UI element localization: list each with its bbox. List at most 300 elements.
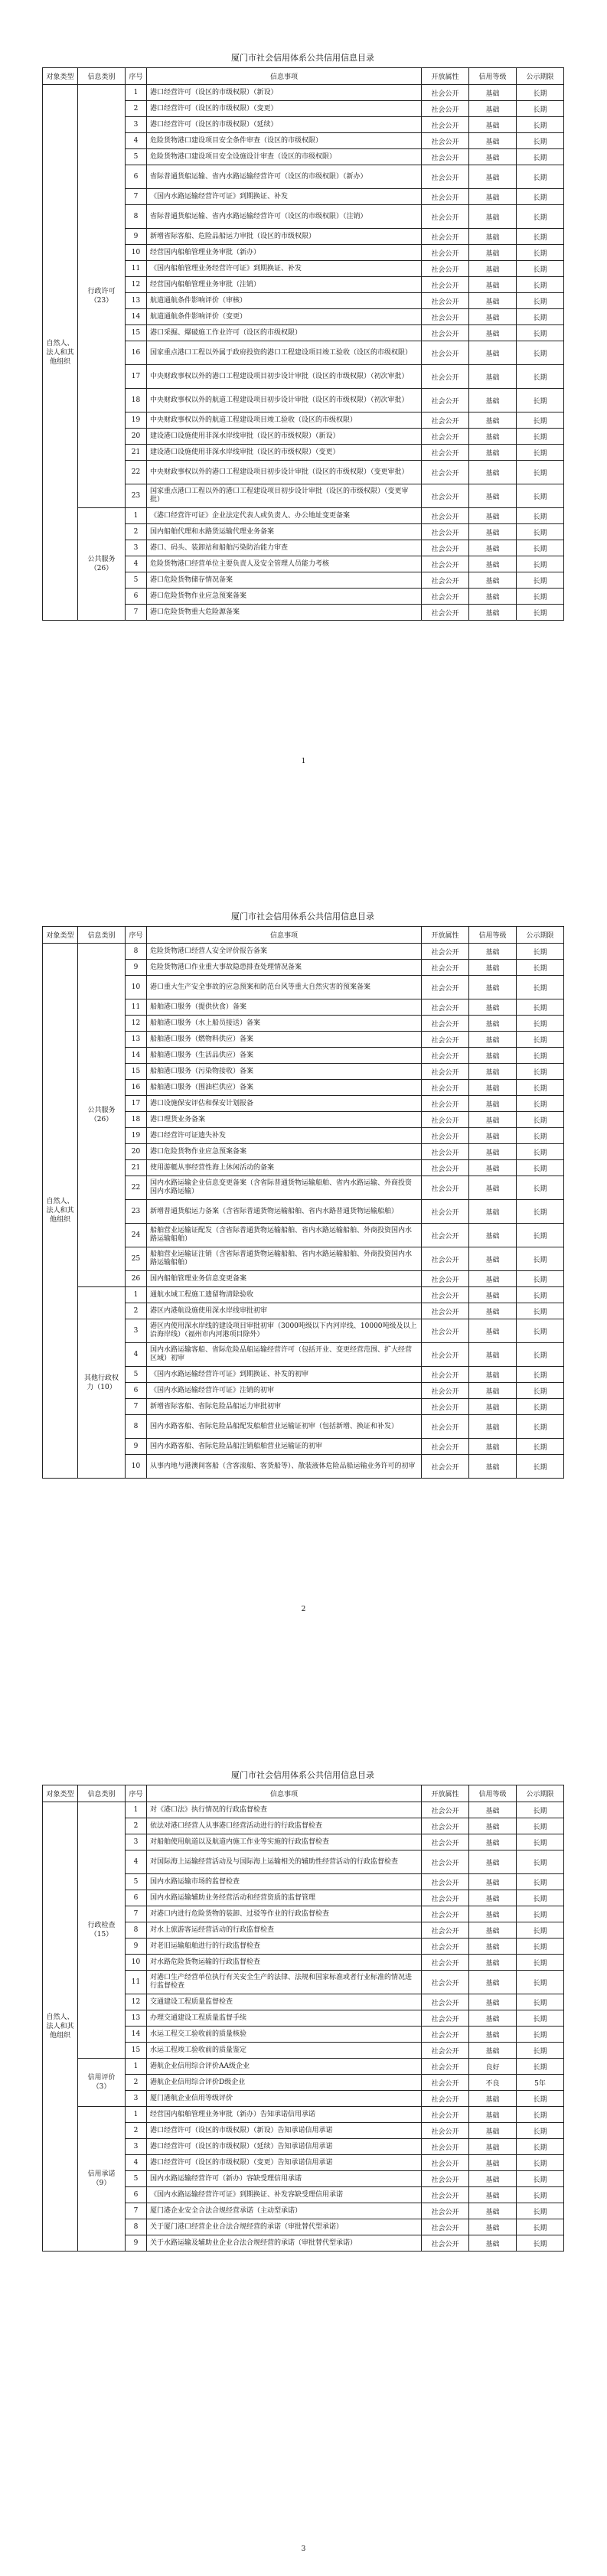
item-name: 国内水路运输经营许可（新办）容缺受理信用承诺	[147, 2171, 422, 2187]
item-name: 航道通航条件影响评价（变更）	[147, 309, 422, 325]
open-attribute: 社会公开	[422, 2043, 469, 2059]
page-number: 3	[301, 2545, 306, 2553]
open-attribute: 社会公开	[422, 245, 469, 261]
row-number: 3	[126, 540, 147, 556]
open-attribute: 社会公开	[422, 976, 469, 999]
credit-level: 良好	[469, 2059, 517, 2075]
publicity-period: 长期	[517, 2059, 564, 2075]
row-number: 7	[126, 189, 147, 205]
credit-level: 基础	[469, 2043, 517, 2059]
credit-level: 基础	[469, 2155, 517, 2171]
credit-level: 基础	[469, 524, 517, 540]
item-name: 航道通航条件影响评价（审核）	[147, 293, 422, 309]
page-content	[42, 1768, 563, 2252]
publicity-period: 长期	[517, 229, 564, 245]
open-attribute: 社会公开	[422, 1200, 469, 1224]
row-number: 11	[126, 261, 147, 277]
object-type-cell: 自然人、法人和其他组织	[43, 85, 78, 621]
object-type-cell: 自然人、法人和其他组织	[43, 944, 78, 1479]
credit-level: 基础	[469, 1399, 517, 1415]
publicity-period: 长期	[517, 445, 564, 461]
row-number: 3	[126, 2139, 147, 2155]
row-number: 7	[126, 2203, 147, 2219]
item-name: 港区内港航设施使用深水岸线审批初审	[147, 1303, 422, 1319]
publicity-period: 长期	[517, 1367, 564, 1383]
item-name: 船舶港口服务（围油栏供应）备案	[147, 1080, 422, 1096]
row-number: 14	[126, 309, 147, 325]
row-number: 5	[126, 1874, 147, 1890]
row-number: 2	[126, 1818, 147, 1834]
item-name: 《国内水路运输经营许可证》到期换证、补发容缺受理信用承诺	[147, 2187, 422, 2203]
publicity-period: 长期	[517, 1906, 564, 1922]
item-name: 办理交通建设工程质量监督手续	[147, 2010, 422, 2027]
open-attribute: 社会公开	[422, 2123, 469, 2139]
item-name: 船舶港口服务（水上船员接送）备案	[147, 1016, 422, 1032]
credit-level: 基础	[469, 117, 517, 133]
item-name: 国内水路客船、省际危险品船配发船舶营业运输证初审（包括新增、换证和补发）	[147, 1415, 422, 1439]
item-name: 港口危险货物重大危险源备案	[147, 605, 422, 621]
credit-level: 基础	[469, 165, 517, 189]
open-attribute: 社会公开	[422, 293, 469, 309]
row-number: 13	[126, 2010, 147, 2027]
open-attribute: 社会公开	[422, 1850, 469, 1874]
credit-level: 基础	[469, 1906, 517, 1922]
row-number: 1	[126, 1802, 147, 1818]
row-number: 26	[126, 1271, 147, 1287]
publicity-period: 长期	[517, 2107, 564, 2123]
page-number: 1	[301, 758, 306, 765]
row-number: 15	[126, 2043, 147, 2059]
publicity-period: 长期	[517, 2123, 564, 2139]
credit-level: 基础	[469, 540, 517, 556]
item-name: 经营国内船舶管理业务审批（新办）	[147, 245, 422, 261]
publicity-period: 长期	[517, 1802, 564, 1818]
column-header: 信息类别	[78, 68, 126, 85]
publicity-period: 长期	[517, 589, 564, 605]
column-header: 对象类型	[43, 927, 78, 944]
publicity-period: 长期	[517, 1271, 564, 1287]
row-number: 3	[126, 117, 147, 133]
credit-level: 基础	[469, 149, 517, 165]
item-name: 水运工程竣工验收前的质量鉴定	[147, 2043, 422, 2059]
publicity-period: 长期	[517, 999, 564, 1016]
item-name: 新增省际客船、危险品船运力审批（设区的市级权限）	[147, 229, 422, 245]
credit-level: 基础	[469, 1287, 517, 1303]
credit-level: 基础	[469, 1319, 517, 1343]
credit-level: 基础	[469, 1383, 517, 1399]
publicity-period: 长期	[517, 1834, 564, 1850]
row-number: 15	[126, 1064, 147, 1080]
credit-level: 基础	[469, 2027, 517, 2043]
open-attribute: 社会公开	[422, 1939, 469, 1955]
credit-level: 基础	[469, 1096, 517, 1112]
item-name: 中央财政事权以外的航道工程建设项目竣工验收（设区的市级权限）	[147, 412, 422, 429]
item-name: 厦门港航企业信用等级评价	[147, 2091, 422, 2107]
row-number: 12	[126, 277, 147, 293]
open-attribute: 社会公开	[422, 2091, 469, 2107]
item-name: 国内水路运输辅助业务经营活动和经营资质的监督管理	[147, 1890, 422, 1906]
publicity-period: 长期	[517, 85, 564, 101]
row-number: 23	[126, 1200, 147, 1224]
table-header-row	[43, 1785, 564, 1802]
open-attribute: 社会公开	[422, 1096, 469, 1112]
item-name: 对船舶使用航道以及航道内施工作业等实施的行政监督检查	[147, 1834, 422, 1850]
credit-level: 基础	[469, 1080, 517, 1096]
publicity-period: 长期	[517, 605, 564, 621]
item-name: 危险货物港口建设项目安全设施设计审查（设区的市级权限）	[147, 149, 422, 165]
item-name: 新增普通货船运力备案（含省际普通货物运输船舶、省内水路普通货物运输船舶）	[147, 1200, 422, 1224]
row-number: 22	[126, 461, 147, 484]
open-attribute: 社会公开	[422, 2219, 469, 2235]
credit-level: 基础	[469, 960, 517, 976]
row-number: 17	[126, 365, 147, 389]
item-name: 建设港口设施使用非深水岸线审批（设区的市级权限）（新设）	[147, 429, 422, 445]
column-header: 对象类型	[43, 1785, 78, 1802]
credit-level: 基础	[469, 85, 517, 101]
open-attribute: 社会公开	[422, 1247, 469, 1271]
credit-level: 基础	[469, 1834, 517, 1850]
open-attribute: 社会公开	[422, 999, 469, 1016]
column-header: 公示期限	[517, 68, 564, 85]
table-row	[43, 2107, 564, 2123]
credit-level: 基础	[469, 2187, 517, 2203]
credit-level: 基础	[469, 461, 517, 484]
item-name: 关于水路运输及辅助业企业合法合规经营的承诺（审批替代型承诺）	[147, 2235, 422, 2252]
credit-level: 基础	[469, 1850, 517, 1874]
publicity-period: 长期	[517, 261, 564, 277]
row-number: 20	[126, 429, 147, 445]
credit-level: 基础	[469, 1439, 517, 1455]
item-name: 对国际海上运输经营活动及与国际海上运输相关的辅助性经营活动的行政监督检查	[147, 1850, 422, 1874]
publicity-period: 长期	[517, 2027, 564, 2043]
category-cell: 信用承诺（9）	[78, 2107, 126, 2252]
open-attribute: 社会公开	[422, 461, 469, 484]
row-number: 6	[126, 165, 147, 189]
credit-level: 基础	[469, 1955, 517, 1971]
open-attribute: 社会公开	[422, 1128, 469, 1144]
credit-level: 基础	[469, 1818, 517, 1834]
credit-level: 基础	[469, 1016, 517, 1032]
table-row	[43, 2059, 564, 2075]
open-attribute: 社会公开	[422, 1955, 469, 1971]
publicity-period: 长期	[517, 1439, 564, 1455]
credit-level: 基础	[469, 2203, 517, 2219]
credit-level: 基础	[469, 1032, 517, 1048]
publicity-period: 长期	[517, 1032, 564, 1048]
item-name: 国内水路运输客船、省际危险品船运输经营许可（包括开业、变更经营范围、扩大经营区域）初审	[147, 1343, 422, 1367]
item-name: 《国内水路运输经营许可证》到期换证、补发的初审	[147, 1367, 422, 1383]
publicity-period: 长期	[517, 1144, 564, 1160]
row-number: 16	[126, 1080, 147, 1096]
column-header: 信息事项	[147, 1785, 422, 1802]
column-header: 序号	[126, 68, 147, 85]
row-number: 3	[126, 2091, 147, 2107]
item-name: 经营国内船舶管理业务审批（新办）告知承诺信用承诺	[147, 2107, 422, 2123]
page-number: 2	[301, 1606, 306, 1613]
publicity-period: 长期	[517, 1096, 564, 1112]
open-attribute: 社会公开	[422, 1160, 469, 1176]
row-number: 6	[126, 1383, 147, 1399]
row-number: 20	[126, 1144, 147, 1160]
category-cell: 其他行政权力（10）	[78, 1287, 126, 1479]
credit-level: 基础	[469, 2091, 517, 2107]
item-name: 对《港口法》执行情况的行政监督检查	[147, 1802, 422, 1818]
open-attribute: 社会公开	[422, 1994, 469, 2010]
row-number: 10	[126, 1455, 147, 1479]
item-name: 港口理货业务备案	[147, 1112, 422, 1128]
credit-level: 基础	[469, 2123, 517, 2139]
item-name: 港口经营许可（设区的市级权限）（变更）	[147, 101, 422, 117]
publicity-period: 长期	[517, 1112, 564, 1128]
publicity-period: 长期	[517, 1971, 564, 1994]
item-name: 船舶港口服务（提供伙食）备案	[147, 999, 422, 1016]
publicity-period: 长期	[517, 149, 564, 165]
credit-level: 基础	[469, 229, 517, 245]
open-attribute: 社会公开	[422, 1064, 469, 1080]
open-attribute: 社会公开	[422, 960, 469, 976]
row-number: 1	[126, 1287, 147, 1303]
open-attribute: 社会公开	[422, 944, 469, 960]
publicity-period: 长期	[517, 2171, 564, 2187]
item-name: 对水路危险货物运输的行政监督检查	[147, 1955, 422, 1971]
item-name: 港口经营许可（设区的市级权限）（延续）告知承诺信用承诺	[147, 2139, 422, 2155]
credit-level: 基础	[469, 2010, 517, 2027]
publicity-period: 长期	[517, 205, 564, 229]
open-attribute: 社会公开	[422, 1399, 469, 1415]
item-name: 从事内地与港澳间客船（含客滚船、客货船等）、散装液体危险品船运输业务许可的初审	[147, 1455, 422, 1479]
publicity-period: 长期	[517, 944, 564, 960]
open-attribute: 社会公开	[422, 189, 469, 205]
publicity-period: 长期	[517, 2155, 564, 2171]
column-header: 信息事项	[147, 927, 422, 944]
row-number: 8	[126, 2219, 147, 2235]
document-page	[0, 859, 607, 1717]
row-number: 10	[126, 976, 147, 999]
credit-level: 基础	[469, 1303, 517, 1319]
item-name: 水运工程交工验收前的质量核验	[147, 2027, 422, 2043]
row-number: 9	[126, 960, 147, 976]
credit-level: 基础	[469, 1971, 517, 1994]
publicity-period: 长期	[517, 540, 564, 556]
credit-level: 基础	[469, 261, 517, 277]
item-name: 船舶港口服务（燃物料供应）备案	[147, 1032, 422, 1048]
row-number: 9	[126, 1939, 147, 1955]
row-number: 10	[126, 245, 147, 261]
open-attribute: 社会公开	[422, 429, 469, 445]
row-number: 4	[126, 1343, 147, 1367]
open-attribute: 社会公开	[422, 1112, 469, 1128]
column-header: 信息事项	[147, 68, 422, 85]
publicity-period: 长期	[517, 325, 564, 341]
document-title: 厦门市社会信用体系公共信用信息目录	[231, 911, 374, 921]
publicity-period: 长期	[517, 976, 564, 999]
open-attribute: 社会公开	[422, 1906, 469, 1922]
open-attribute: 社会公开	[422, 341, 469, 365]
credit-level: 基础	[469, 2219, 517, 2235]
item-name: 国家重点港口工程以外属于政府投资的港口工程建设项目竣工验收（设区的市级权限）	[147, 341, 422, 365]
publicity-period: 长期	[517, 117, 564, 133]
item-name: 危险货物港口经营人安全评价报告备案	[147, 944, 422, 960]
open-attribute: 社会公开	[422, 1144, 469, 1160]
row-number: 8	[126, 205, 147, 229]
item-name: 新增省际客船、省际危险品船运力审批初审	[147, 1399, 422, 1415]
category-cell: 信用评价（3）	[78, 2059, 126, 2107]
publicity-period: 长期	[517, 1890, 564, 1906]
publicity-period: 长期	[517, 1016, 564, 1032]
publicity-period: 长期	[517, 572, 564, 589]
publicity-period: 长期	[517, 365, 564, 389]
catalog-table	[42, 67, 564, 621]
open-attribute: 社会公开	[422, 1439, 469, 1455]
open-attribute: 社会公开	[422, 1383, 469, 1399]
item-name: 国内水路运输企业信息变更备案（含省际普通货物运输船舶、省内水路运输、外商投资国内水路运输）	[147, 1176, 422, 1200]
open-attribute: 社会公开	[422, 2075, 469, 2091]
item-name: 省际普通货船运输、省内水路运输经营许可（设区的市级权限）（新办）	[147, 165, 422, 189]
row-number: 13	[126, 293, 147, 309]
row-number: 2	[126, 101, 147, 117]
row-number: 7	[126, 1906, 147, 1922]
category-cell: 公共服务（26）	[78, 508, 126, 621]
credit-level: 基础	[469, 293, 517, 309]
table-header-row	[43, 68, 564, 85]
credit-level: 基础	[469, 1271, 517, 1287]
credit-level: 基础	[469, 1200, 517, 1224]
item-name: 船舶营业运输证配发（含省际普通货物运输船舶、省内水路运输船舶、外商投资国内水路运输船舶）	[147, 1224, 422, 1247]
item-name: 船舶港口服务（生活品供应）备案	[147, 1048, 422, 1064]
publicity-period: 长期	[517, 1224, 564, 1247]
column-header: 信息类别	[78, 1785, 126, 1802]
row-number: 5	[126, 149, 147, 165]
publicity-period: 长期	[517, 1176, 564, 1200]
credit-level: 基础	[469, 1144, 517, 1160]
publicity-period: 长期	[517, 245, 564, 261]
row-number: 21	[126, 445, 147, 461]
publicity-period: 长期	[517, 1994, 564, 2010]
publicity-period: 长期	[517, 277, 564, 293]
publicity-period: 长期	[517, 341, 564, 365]
open-attribute: 社会公开	[422, 133, 469, 149]
open-attribute: 社会公开	[422, 1455, 469, 1479]
publicity-period: 长期	[517, 2010, 564, 2027]
row-number: 9	[126, 229, 147, 245]
document-title: 厦门市社会信用体系公共信用信息目录	[231, 53, 374, 63]
credit-level: 基础	[469, 1247, 517, 1271]
item-name: 交通建设工程质量监督检查	[147, 1994, 422, 2010]
row-number: 11	[126, 999, 147, 1016]
row-number: 2	[126, 2075, 147, 2091]
credit-level: 基础	[469, 389, 517, 412]
credit-level: 基础	[469, 2235, 517, 2252]
table-row	[43, 508, 564, 524]
item-name: 船舶营业运输证注销（含省际普通货物运输船舶、省内水路运输船舶、外商投资国内水路运输船舶）	[147, 1247, 422, 1271]
row-number: 1	[126, 508, 147, 524]
item-name: 对水上旅游客运经营活动的行政监督检查	[147, 1922, 422, 1939]
category-cell: 公共服务（26）	[78, 944, 126, 1287]
credit-level: 基础	[469, 1112, 517, 1128]
publicity-period: 长期	[517, 2235, 564, 2252]
row-number: 11	[126, 1971, 147, 1994]
row-number: 19	[126, 1128, 147, 1144]
publicity-period: 长期	[517, 1874, 564, 1890]
open-attribute: 社会公开	[422, 149, 469, 165]
item-name: 依法对港口经营人从事港口经营活动进行的行政监督检查	[147, 1818, 422, 1834]
credit-level: 基础	[469, 976, 517, 999]
publicity-period: 长期	[517, 189, 564, 205]
publicity-period: 长期	[517, 1343, 564, 1367]
item-name: 国内水路客船、省际危险品船注销船舶营业运输证的初审	[147, 1439, 422, 1455]
item-name: 危险货物港口作业重大事故隐患排查处理情况备案	[147, 960, 422, 976]
open-attribute: 社会公开	[422, 1016, 469, 1032]
credit-level: 基础	[469, 1160, 517, 1176]
column-header: 对象类型	[43, 68, 78, 85]
row-number: 1	[126, 2107, 147, 2123]
category-cell: 行政许可（23）	[78, 85, 126, 508]
category-cell: 行政检查（15）	[78, 1802, 126, 2059]
row-number: 9	[126, 2235, 147, 2252]
column-header: 公示期限	[517, 1785, 564, 1802]
credit-level: 基础	[469, 1455, 517, 1479]
column-header: 信用等级	[469, 1785, 517, 1802]
row-number: 21	[126, 1160, 147, 1176]
row-number: 16	[126, 341, 147, 365]
open-attribute: 社会公开	[422, 2187, 469, 2203]
credit-level: 基础	[469, 556, 517, 572]
publicity-period: 长期	[517, 1415, 564, 1439]
column-header: 序号	[126, 927, 147, 944]
column-header: 开放属性	[422, 68, 469, 85]
item-name: 使用游艇从事经营性海上休闲活动的备案	[147, 1160, 422, 1176]
credit-level: 基础	[469, 2171, 517, 2187]
credit-level: 基础	[469, 277, 517, 293]
item-name: 港口危险货物作业应急预案备案	[147, 589, 422, 605]
credit-level: 基础	[469, 101, 517, 117]
open-attribute: 社会公开	[422, 2203, 469, 2219]
column-header: 信用等级	[469, 927, 517, 944]
open-attribute: 社会公开	[422, 1224, 469, 1247]
open-attribute: 社会公开	[422, 1971, 469, 1994]
item-name: 《国内船舶管理业务经营许可证》到期换证、补发	[147, 261, 422, 277]
credit-level: 基础	[469, 429, 517, 445]
item-name: 港口经营许可（设区的市级权限）（延续）	[147, 117, 422, 133]
credit-level: 基础	[469, 2139, 517, 2155]
open-attribute: 社会公开	[422, 1922, 469, 1939]
item-name: 建设港口设施使用非深水岸线审批（设区的市级权限）（变更）	[147, 445, 422, 461]
publicity-period: 长期	[517, 960, 564, 976]
publicity-period: 长期	[517, 2187, 564, 2203]
table-header-row	[43, 927, 564, 944]
item-name: 中央财政事权以外的港口工程建设项目初步设计审批（设区的市级权限）（变更审批）	[147, 461, 422, 484]
item-name: 省际普通货船运输、省内水路运输经营许可（设区的市级权限）（注销）	[147, 205, 422, 229]
publicity-period: 长期	[517, 389, 564, 412]
open-attribute: 社会公开	[422, 229, 469, 245]
document-page	[0, 1717, 607, 2576]
item-name: 港口采掘、爆破施工作业许可（设区的市级权限）	[147, 325, 422, 341]
item-name: 船舶港口服务（污染物接收）备案	[147, 1064, 422, 1080]
item-name: 港口经营许可（设区的市级权限）（变更）告知承诺信用承诺	[147, 2155, 422, 2171]
open-attribute: 社会公开	[422, 2027, 469, 2043]
row-number: 25	[126, 1247, 147, 1271]
credit-level: 基础	[469, 1128, 517, 1144]
open-attribute: 社会公开	[422, 1287, 469, 1303]
credit-level: 基础	[469, 1802, 517, 1818]
publicity-period: 长期	[517, 1160, 564, 1176]
page-content	[42, 51, 563, 621]
row-number: 5	[126, 2171, 147, 2187]
open-attribute: 社会公开	[422, 540, 469, 556]
item-name: 港口经营许可证遗失补发	[147, 1128, 422, 1144]
column-header: 信息类别	[78, 927, 126, 944]
publicity-period: 长期	[517, 524, 564, 540]
